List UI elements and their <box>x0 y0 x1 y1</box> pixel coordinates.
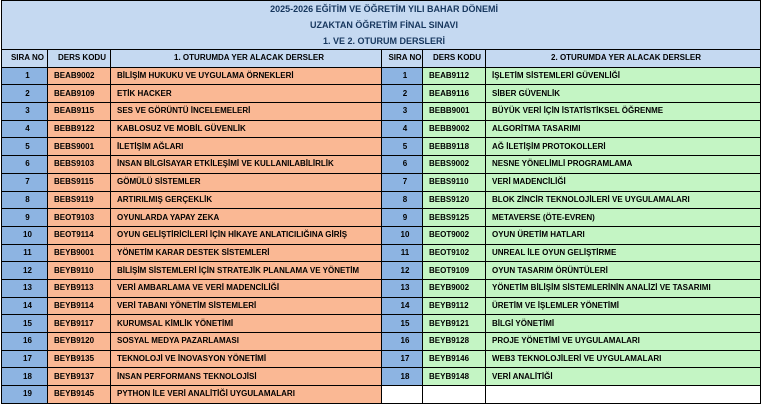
table-row <box>2 350 761 368</box>
session2-course-name: İŞLETİM SİSTEMLERİ GÜVENLİĞİ <box>486 67 761 85</box>
session1-course-name: VERİ TABANI YÖNETİM SİSTEMLERİ <box>111 297 382 315</box>
session2-course-name: OYUN TASARIM ÖRÜNTÜLERİ <box>486 262 761 280</box>
session1-course-name: KURUMSAL KİMLİK YÖNETİMİ <box>111 315 382 333</box>
session1-ders-kodu: BEYB9145 <box>48 386 111 404</box>
session2-sira-no: 7 <box>382 173 423 191</box>
session1-ders-kodu: BEYB9120 <box>48 333 111 351</box>
session1-course-name: ETİK HACKER <box>111 85 382 103</box>
session2-sira-no: 12 <box>382 262 423 280</box>
session2-ders-kodu: BEBS9110 <box>423 173 486 191</box>
session2-sira-no: 4 <box>382 120 423 138</box>
session1-course-name: İLETİŞİM AĞLARI <box>111 138 382 156</box>
session1-ders-kodu: BEOT9114 <box>48 226 111 244</box>
header-session1: 1. OTURUMDA YER ALACAK DERSLER <box>111 50 382 68</box>
session1-sira-no: 14 <box>2 297 48 315</box>
session2-ders-kodu: BEAB9112 <box>423 67 486 85</box>
session2-course-name: NESNE YÖNELİMLİ PROGRAMLAMA <box>486 156 761 174</box>
session1-course-name: BİLİŞİM SİSTEMLERİ İÇİN STRATEJİK PLANLAMA VE YÖNETİM <box>111 262 382 280</box>
session1-ders-kodu: BEYB9135 <box>48 350 111 368</box>
table-row <box>2 244 761 262</box>
header-sira-no-right: SIRA NO <box>382 50 423 68</box>
session2-sira-no: 14 <box>382 297 423 315</box>
header-ders-kodu-right: DERS KODU <box>423 50 486 68</box>
session1-course-name: KABLOSUZ VE MOBİL GÜVENLİK <box>111 120 382 138</box>
session2-ders-kodu: BEOT9002 <box>423 226 486 244</box>
session2-course-name: BLOK ZİNCİR TEKNOLOJİLERİ VE UYGULAMALARI <box>486 191 761 209</box>
session1-sira-no: 4 <box>2 120 48 138</box>
empty-cell <box>382 386 423 404</box>
session2-course-name: VERİ MADENCİLİĞİ <box>486 173 761 191</box>
empty-cell <box>423 386 486 404</box>
session2-ders-kodu: BEBS9120 <box>423 191 486 209</box>
session2-sira-no: 13 <box>382 279 423 297</box>
session1-course-name: PYTHON İLE VERİ ANALİTİĞİ UYGULAMALARI <box>111 386 382 404</box>
session2-course-name: WEB3 TEKNOLOJİLERİ VE UYGULAMALARI <box>486 350 761 368</box>
session2-ders-kodu: BEYB9128 <box>423 333 486 351</box>
session1-sira-no: 19 <box>2 386 48 404</box>
session1-ders-kodu: BEBS9119 <box>48 191 111 209</box>
session2-sira-no: 17 <box>382 350 423 368</box>
session1-sira-no: 5 <box>2 138 48 156</box>
session1-course-name: TEKNOLOJİ VE İNOVASYON YÖNETİMİ <box>111 350 382 368</box>
table-row <box>2 191 761 209</box>
session2-course-name: ÜRETİM VE İŞLEMLER YÖNETİMİ <box>486 297 761 315</box>
session2-sira-no: 18 <box>382 368 423 386</box>
session2-ders-kodu: BEBB9118 <box>423 138 486 156</box>
table-row <box>2 156 761 174</box>
session1-course-name: ARTIRILMIŞ GERÇEKLİK <box>111 191 382 209</box>
session2-course-name: AĞ İLETİŞİM PROTOKOLLERİ <box>486 138 761 156</box>
table-row <box>2 85 761 103</box>
session1-ders-kodu: BEYB9137 <box>48 368 111 386</box>
session2-ders-kodu: BEYB9121 <box>423 315 486 333</box>
table-body <box>2 1 761 404</box>
session2-course-name: METAVERSE (ÖTE-EVREN) <box>486 209 761 227</box>
session1-ders-kodu: BEBS9115 <box>48 173 111 191</box>
session1-course-name: VERİ AMBARLAMA VE VERİ MADENCİLİĞİ <box>111 279 382 297</box>
session2-sira-no: 2 <box>382 85 423 103</box>
header-session2: 2. OTURUMDA YER ALACAK DERSLER <box>486 50 761 68</box>
session1-course-name: SES VE GÖRÜNTÜ İNCELEMELERİ <box>111 103 382 121</box>
session2-ders-kodu: BEYB9002 <box>423 279 486 297</box>
session1-ders-kodu: BEYB9113 <box>48 279 111 297</box>
table-row <box>2 209 761 227</box>
session1-ders-kodu: BEYB9117 <box>48 315 111 333</box>
session2-sira-no: 9 <box>382 209 423 227</box>
session1-ders-kodu: BEYB9001 <box>48 244 111 262</box>
session2-ders-kodu: BEBS9125 <box>423 209 486 227</box>
table-row <box>2 315 761 333</box>
session2-sira-no: 16 <box>382 333 423 351</box>
session1-sira-no: 1 <box>2 67 48 85</box>
session1-sira-no: 13 <box>2 279 48 297</box>
table-row <box>2 103 761 121</box>
session2-course-name: UNREAL İLE OYUN GELİŞTİRME <box>486 244 761 262</box>
session1-sira-no: 16 <box>2 333 48 351</box>
session2-sira-no: 5 <box>382 138 423 156</box>
session1-course-name: SOSYAL MEDYA PAZARLAMASI <box>111 333 382 351</box>
session1-course-name: İNSAN BİLGİSAYAR ETKİLEŞİMİ VE KULLANILABİLİRLİK <box>111 156 382 174</box>
session1-sira-no: 12 <box>2 262 48 280</box>
session1-sira-no: 17 <box>2 350 48 368</box>
session1-sira-no: 3 <box>2 103 48 121</box>
empty-cell <box>486 386 761 404</box>
table-row <box>2 262 761 280</box>
title-line-1: 2025-2026 EĞİTİM VE ÖĞRETİM YILI BAHAR DÖNEMİ <box>270 4 498 14</box>
exam-schedule-sheet <box>1 0 760 404</box>
session1-course-name: GÖMÜLÜ SİSTEMLER <box>111 173 382 191</box>
session1-sira-no: 18 <box>2 368 48 386</box>
session2-course-name: BİLGİ YÖNETİMİ <box>486 315 761 333</box>
table-row <box>2 386 761 404</box>
session1-ders-kodu: BEAB9109 <box>48 85 111 103</box>
session1-sira-no: 7 <box>2 173 48 191</box>
session2-sira-no: 11 <box>382 244 423 262</box>
session2-sira-no: 1 <box>382 67 423 85</box>
session1-ders-kodu: BEAB9002 <box>48 67 111 85</box>
header-ders-kodu-left: DERS KODU <box>48 50 111 68</box>
session1-ders-kodu: BEOT9103 <box>48 209 111 227</box>
session1-course-name: OYUNLARDA YAPAY ZEKA <box>111 209 382 227</box>
session2-course-name: SİBER GÜVENLİK <box>486 85 761 103</box>
session2-ders-kodu: BEOT9109 <box>423 262 486 280</box>
session2-course-name: ALGORİTMA TASARIMI <box>486 120 761 138</box>
header-sira-no-left: SIRA NO <box>2 50 48 68</box>
session1-ders-kodu: BEYB9110 <box>48 262 111 280</box>
session2-course-name: OYUN ÜRETİM HATLARI <box>486 226 761 244</box>
session1-ders-kodu: BEBB9122 <box>48 120 111 138</box>
session1-ders-kodu: BEAB9115 <box>48 103 111 121</box>
table-row <box>2 67 761 85</box>
session2-ders-kodu: BEYB9148 <box>423 368 486 386</box>
table-row <box>2 138 761 156</box>
session2-course-name: BÜYÜK VERİ İÇİN İSTATİSTİKSEL ÖĞRENME <box>486 103 761 121</box>
title-line-3: 1. VE 2. OTURUM DERSLERİ <box>323 36 446 46</box>
table-row <box>2 297 761 315</box>
session2-sira-no: 8 <box>382 191 423 209</box>
session1-sira-no: 10 <box>2 226 48 244</box>
session2-ders-kodu: BEOT9102 <box>423 244 486 262</box>
session2-course-name: VERİ ANALİTİĞİ <box>486 368 761 386</box>
session2-ders-kodu: BEBB9002 <box>423 120 486 138</box>
session2-ders-kodu: BEAB9116 <box>423 85 486 103</box>
session2-sira-no: 10 <box>382 226 423 244</box>
session2-sira-no: 6 <box>382 156 423 174</box>
session2-ders-kodu: BEYB9112 <box>423 297 486 315</box>
session1-ders-kodu: BEYB9114 <box>48 297 111 315</box>
session1-sira-no: 15 <box>2 315 48 333</box>
session1-sira-no: 11 <box>2 244 48 262</box>
title-cell <box>2 1 761 50</box>
session2-ders-kodu: BEYB9146 <box>423 350 486 368</box>
table-row <box>2 368 761 386</box>
table-row <box>2 226 761 244</box>
session2-course-name: PROJE YÖNETİMİ VE UYGULAMALARI <box>486 333 761 351</box>
session1-sira-no: 9 <box>2 209 48 227</box>
session1-sira-no: 2 <box>2 85 48 103</box>
session2-ders-kodu: BEBS9002 <box>423 156 486 174</box>
session1-ders-kodu: BEBS9001 <box>48 138 111 156</box>
table-row <box>2 279 761 297</box>
table-row <box>2 333 761 351</box>
session2-sira-no: 3 <box>382 103 423 121</box>
session2-sira-no: 15 <box>382 315 423 333</box>
session1-course-name: OYUN GELİŞTİRİCİLERİ İÇİN HİKAYE ANLATICILIĞINA GİRİŞ <box>111 226 382 244</box>
title-row <box>2 1 761 50</box>
session1-sira-no: 6 <box>2 156 48 174</box>
session2-ders-kodu: BEBB9001 <box>423 103 486 121</box>
session2-course-name: YÖNETİM BİLİŞİM SİSTEMLERİNİN ANALİZİ VE TASARIMI <box>486 279 761 297</box>
session1-sira-no: 8 <box>2 191 48 209</box>
session1-course-name: BİLİŞİM HUKUKU VE UYGULAMA ÖRNEKLERİ <box>111 67 382 85</box>
exam-schedule-table <box>1 0 761 404</box>
session1-course-name: YÖNETİM KARAR DESTEK SİSTEMLERİ <box>111 244 382 262</box>
session1-ders-kodu: BEBS9103 <box>48 156 111 174</box>
header-row <box>2 50 761 68</box>
title-line-2: UZAKTAN ÖĞRETİM FİNAL SINAVI <box>310 20 459 30</box>
session1-course-name: İNSAN PERFORMANS TEKNOLOJİSİ <box>111 368 382 386</box>
table-row <box>2 173 761 191</box>
table-row <box>2 120 761 138</box>
